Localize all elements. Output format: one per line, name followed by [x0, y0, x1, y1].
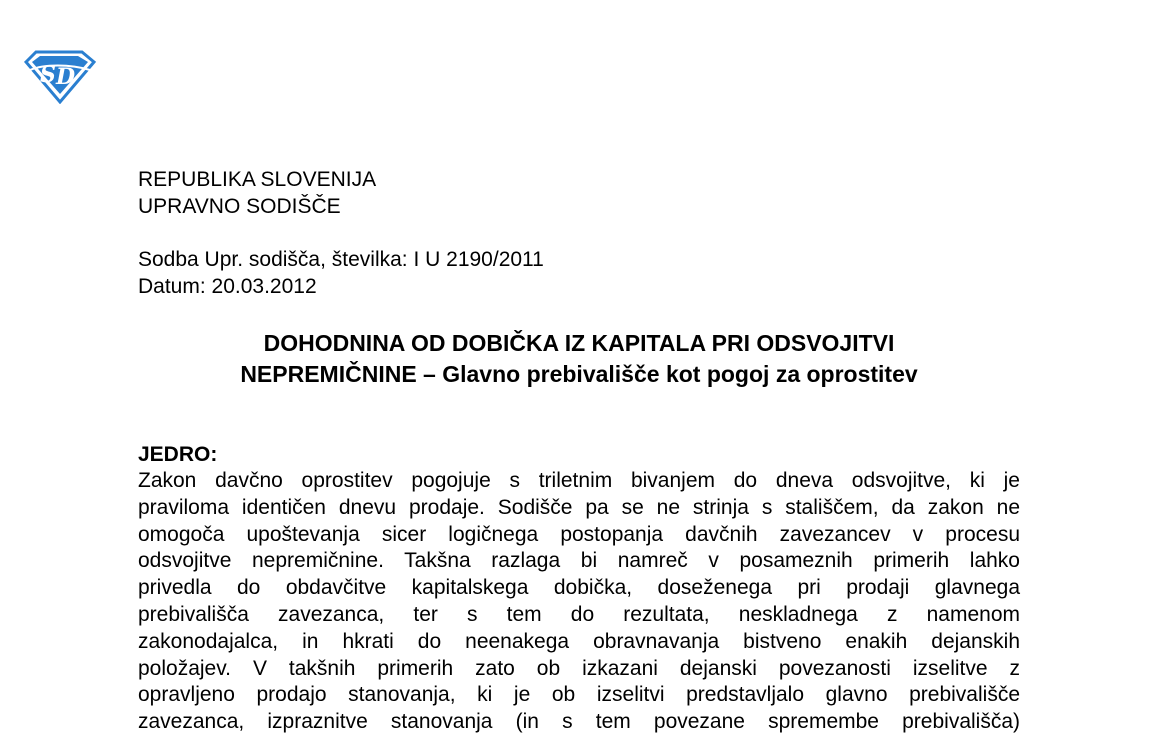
- paragraph-line: prebivališča zavezanca, ter s tem do rezultata, neskladnega z namenom: [138, 602, 1020, 626]
- court-header: [138, 166, 376, 220]
- court-name: UPRAVNO SODIŠČE: [138, 195, 341, 218]
- case-date: Datum: 20.03.2012: [138, 275, 317, 298]
- document-title: [138, 328, 1020, 390]
- case-number: Sodba Upr. sodišča, številka: I U 2190/2011: [138, 248, 544, 271]
- case-info: [138, 246, 544, 300]
- jedro-heading: JEDRO:: [138, 443, 218, 466]
- court-logo: [22, 50, 96, 104]
- jedro-paragraph: [138, 468, 1020, 736]
- paragraph-line: položajev. V takšnih primerih zato ob izkazani dejanski povezanosti izselitve z: [138, 656, 1020, 680]
- svg-text:S: S: [40, 62, 56, 88]
- paragraph-line: omogoča upoštevanja sicer logičnega postopanja davčnih zavezancev v procesu: [138, 522, 1020, 546]
- paragraph-line: opravljeno prodajo stanovanja, ki je ob izselitvi predstavljalo glavno prebivališče: [138, 683, 1020, 707]
- paragraph-line: zakonodajalca, in hkrati do neenakega obravnavanja bistveno enakih dejanskih: [138, 629, 1020, 653]
- paragraph-line: Zakon davčno oprostitev pogojuje s triletnim bivanjem do dneva odsvojitve, ki je: [138, 469, 1020, 492]
- svg-text:D: D: [56, 64, 76, 90]
- court-emblem-icon: [22, 50, 96, 104]
- country-name: REPUBLIKA SLOVENIJA: [138, 168, 377, 191]
- paragraph-line: zavezanca, izpraznitve stanovanja (in s tem povezane spremembe prebivališča): [138, 710, 1020, 734]
- paragraph-line: odsvojitve nepremičnine. Takšna razlaga bi namreč v posameznih primerih lahko: [138, 549, 1020, 573]
- paragraph-line: praviloma identičen dnevu prodaje. Sodišče pa se ne strinja s stališčem, da zakon ne: [138, 495, 1020, 519]
- paragraph-line: privedla do obdavčitve kapitalskega dobička, doseženega pri prodaji glavnega: [138, 576, 1020, 600]
- title-line-1: DOHODNINA OD DOBIČKA IZ KAPITALA PRI ODSVOJITVI: [263, 330, 895, 356]
- title-line-2: NEPREMIČNINE – Glavno prebivališče kot pogoj za oprostitev: [240, 361, 918, 387]
